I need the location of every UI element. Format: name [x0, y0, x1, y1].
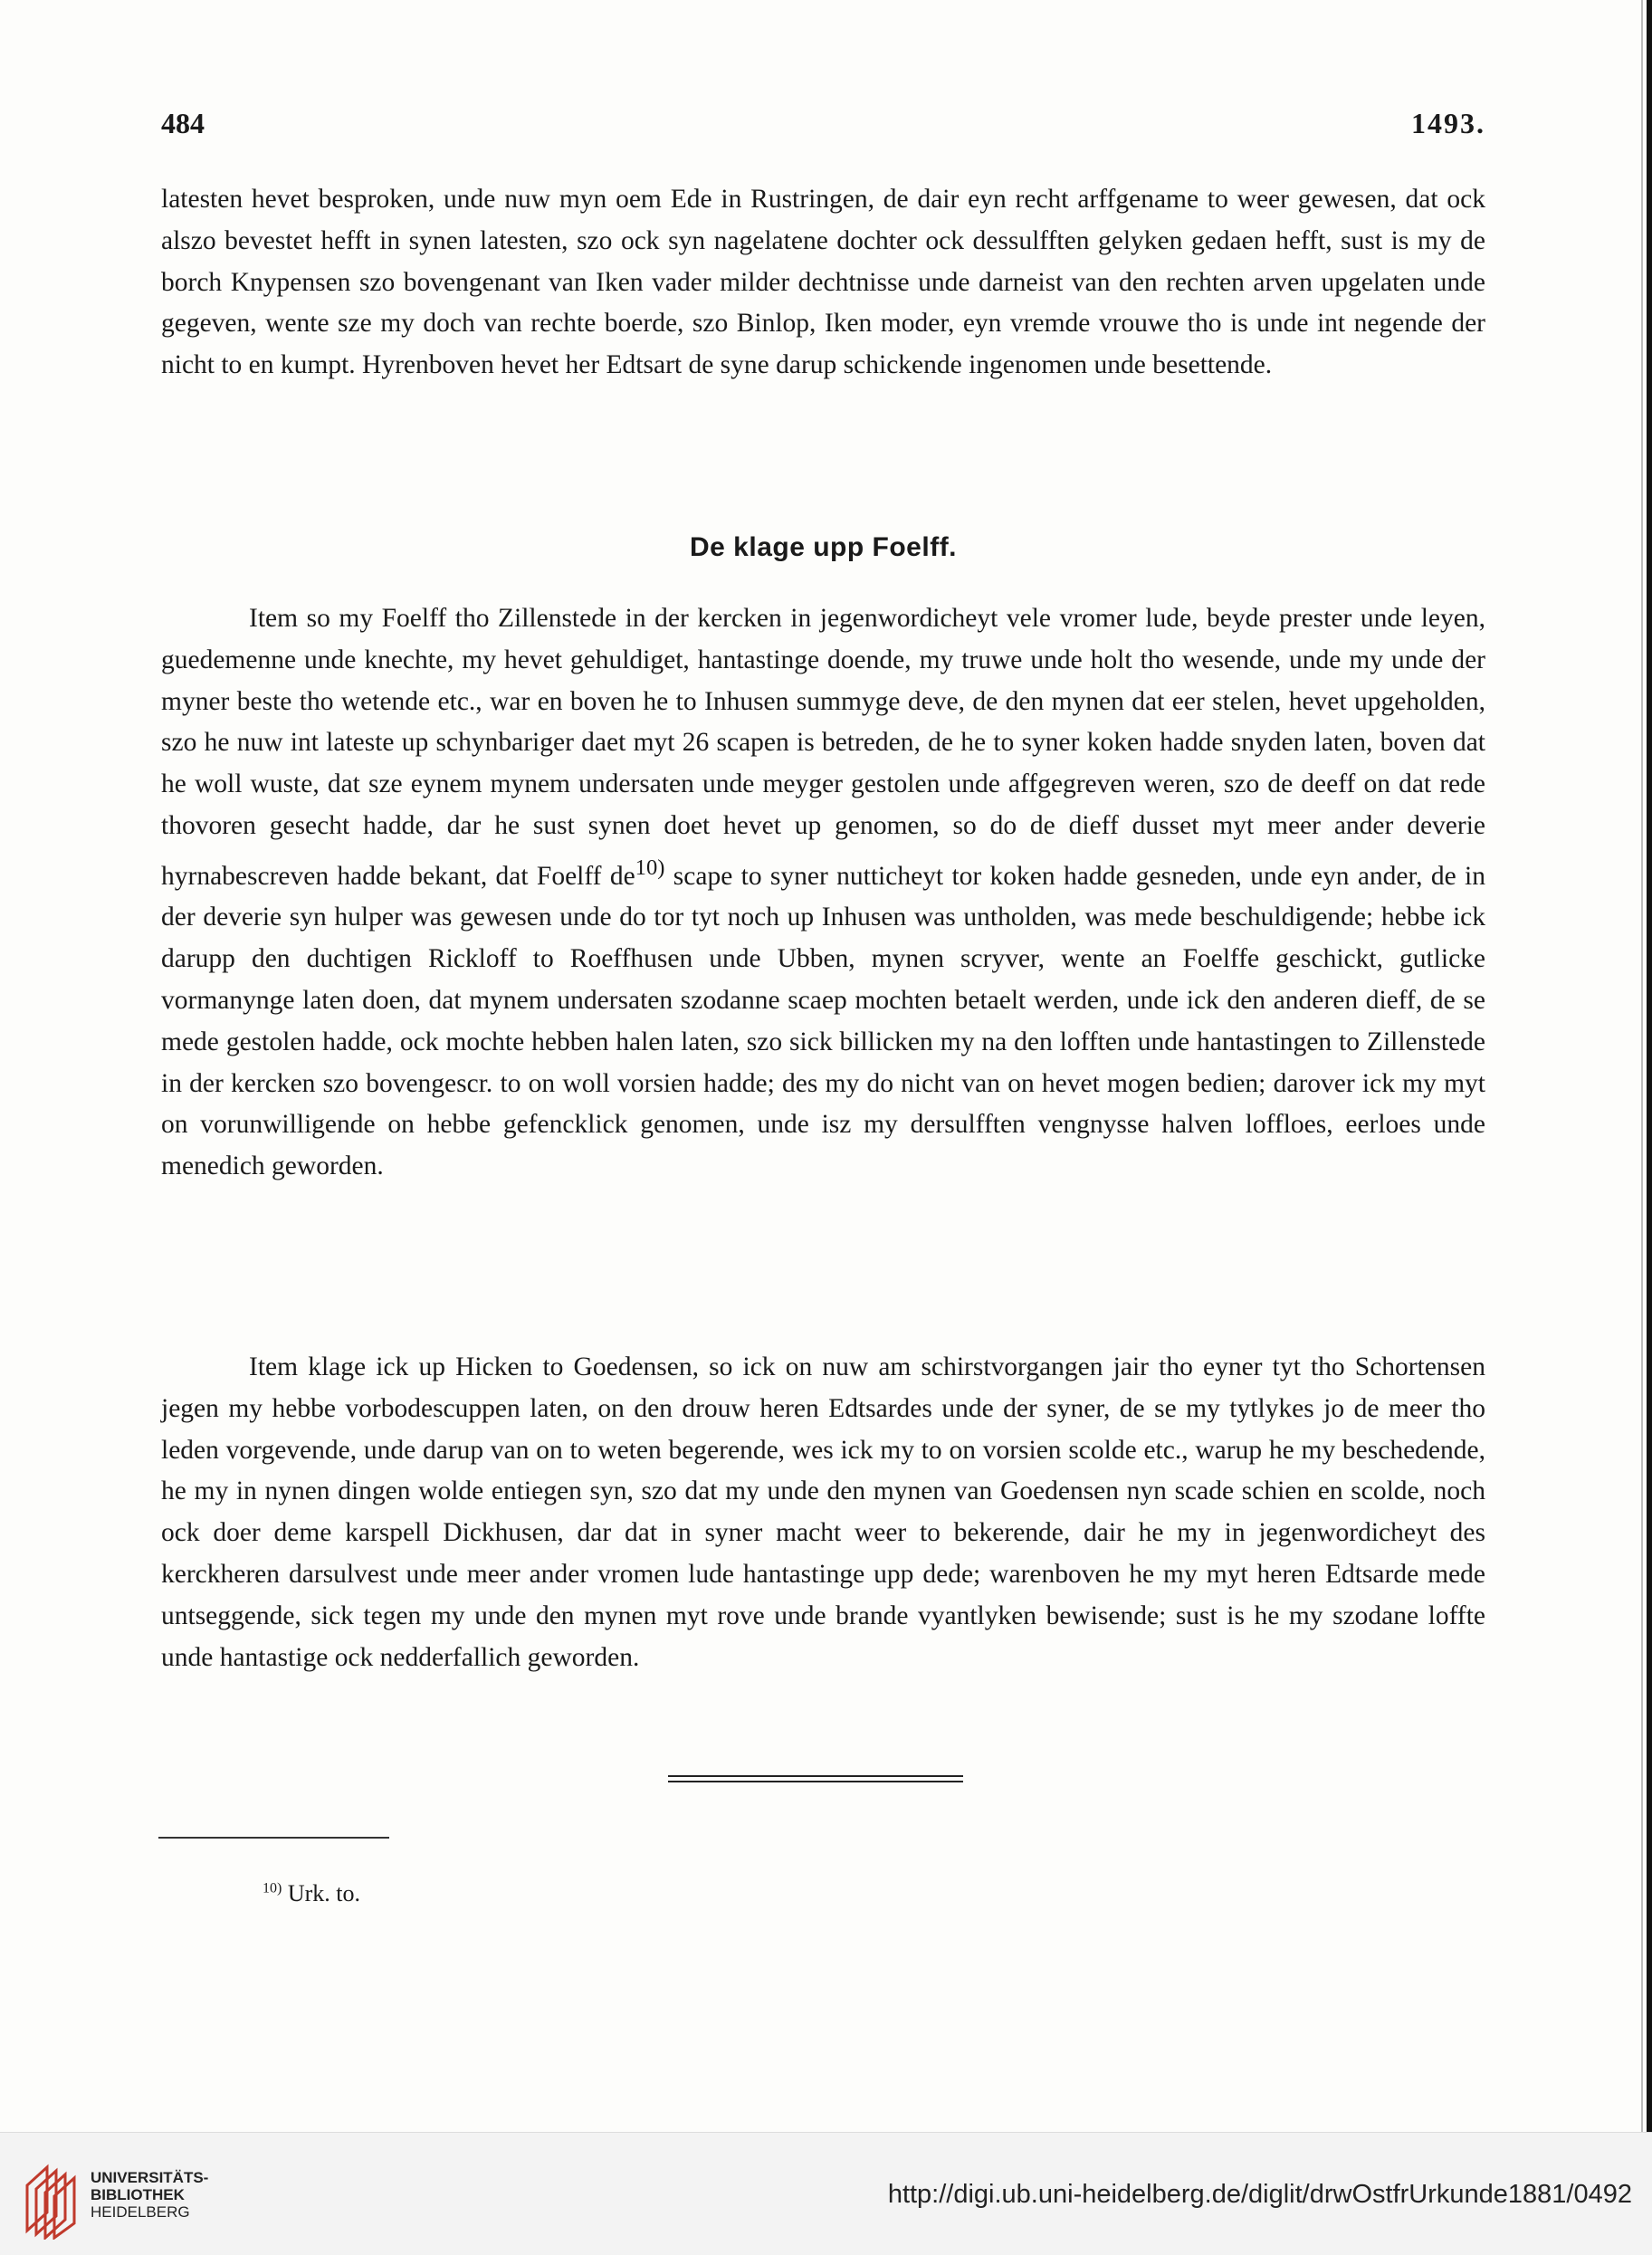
hicken-paragraph-text: Item klage ick up Hicken to Goedensen, so ick on nuw am schirstvorgangen jair tho eyner tyt tho Schortensen jegen my hebbe vorbodescuppen laten, on den drouw heren Edtsardes unde der syner, de se my tytlykes jo de meer tho leden vorgevende, unde darup van on to weten begerende, wes ick my to on vorsien scolde etc., warup he my beschedende, he my in nynen dingen wolde entiegen syn, szo dat my unde den mynen van Goedensen nyn scade schien en scolde, noch ock doer deme karspell Dickhusen, dar dat in syner macht weer to bekerende, dair he my in jegenwordicheyt des kerckheren darsulvest unde meer ander vromen lude hantastinge upp dede; warenboven he my myt heren Edtsarde mede untseggende, sick tegen my unde den mynen myt rove unde brande vyantlyken bewisende; sust is he my szodane loffte unde hantastige ock nedderfallich geworden. — [161, 1352, 1485, 1672]
page-number: 484 — [161, 107, 205, 139]
intro-paragraph — [161, 179, 1485, 387]
footnote-marker: 10) — [263, 1880, 282, 1897]
foelff-paragraph-text — [161, 598, 1485, 1188]
page-year: 1493. — [1411, 107, 1485, 139]
library-name-line3: HEIDELBERG — [91, 2203, 190, 2221]
foelff-text-part-a: Item so my Foelff tho Zillenstede in der kercken in jegenwordicheyt vele vromer lude, beyde prester unde leyen, guedemenne unde knechte, my hevet gehuldiget, hantastinge doende, my truwe unde holt tho wesende, unde my unde der myner beste tho wetende etc., war en boven he to Inhusen summyge deve, de den mynen dat eer stelen, hevet upgeholden, szo he nuw int lateste up schynbariger daet myt 26 scapen is betreden, de he to syner koken hadde snyden laten, boven dat he woll wuste, dat sze eynem mynem undersaten unde meyger gestolen unde affgegreven weren, szo de deeff on dat rede thovoren gesecht hadde, dar he sust synen doet hevet up genomen, so do de dieff dusset myt meer ander deverie hyrnabescreven hadde bekant, dat Foelff de — [161, 604, 1485, 891]
scan-edge — [1647, 0, 1652, 2132]
section-title: De klage upp Foelff. — [689, 532, 958, 562]
footnote-rule — [158, 1837, 389, 1839]
scan-edge-line — [1641, 0, 1643, 2132]
footer-bar — [0, 2132, 1652, 2255]
footnote-text: Urk. to. — [282, 1880, 360, 1906]
footnote — [263, 1880, 360, 1907]
library-name[interactable] — [91, 2169, 208, 2221]
footnote-reference: 10) — [635, 855, 665, 880]
library-name-line2: BIBLIOTHEK — [91, 2186, 185, 2203]
library-logo-icon[interactable] — [20, 2158, 80, 2240]
hicken-paragraph — [161, 1347, 1485, 1678]
page-header — [161, 107, 1485, 152]
foelff-paragraph — [161, 598, 1485, 1188]
section-divider-top — [668, 1775, 963, 1777]
intro-paragraph-text: latesten hevet besproken, unde nuw myn oem Ede in Rustringen, de dair eyn recht arffgename to weer gewesen, dat ock alszo bevestet hefft in synen latesten, szo ock syn nagelatene dochter ock dessulfften gelyken gedaen hefft, sust is my de borch Knypensen szo bovengenant van Iken vader milder dechtnisse unde darneist van den rechten arven upgelaten unde gegeven, wente sze my doch van rechte boerde, szo Binlop, Iken moder, eyn vremde vrouwe tho is unde int negende der nicht to en kumpt. Hyrenboven hevet her Edtsart de syne darup schickende ingenomen unde besettende. — [161, 185, 1485, 380]
section-divider-bottom — [668, 1781, 963, 1782]
library-name-line1: UNIVERSITÄTS- — [91, 2169, 209, 2186]
foelff-text-part-b: scape to syner nutticheyt tor koken hadde gesneden, unde eyn ander, de in der deverie syn hulper was gewesen unde do tor tyt noch up Inhusen was untholden, was mede beschuldigende; hebbe ick darupp den duchtigen Rickloff to Roeffhusen unde Ubben, mynen scryver, wente an Foelffe geschickt, gutlicke vormanynge laten doen, dat mynem undersaten szodanne scaep mochten betaelt werden, unde ick den anderen dieff, de se mede gestolen hadde, ock mochte hebben halen laten, szo sick billicken my na den lofften unde hantastingen to Zillenstede in der kercken szo bovengescr. to on woll vorsien hadde; des my do nicht van on hevet mogen bedien; darover ick my myt on vorunwilligende on hebbe gefencklick genomen, unde isz my dersulfften vengnysse halven loffloes, eerloes unde menedich geworden. — [161, 861, 1485, 1181]
source-url-link[interactable]: http://digi.ub.uni-heidelberg.de/diglit/drwOstfrUrkunde1881/0492 — [887, 2180, 1632, 2209]
